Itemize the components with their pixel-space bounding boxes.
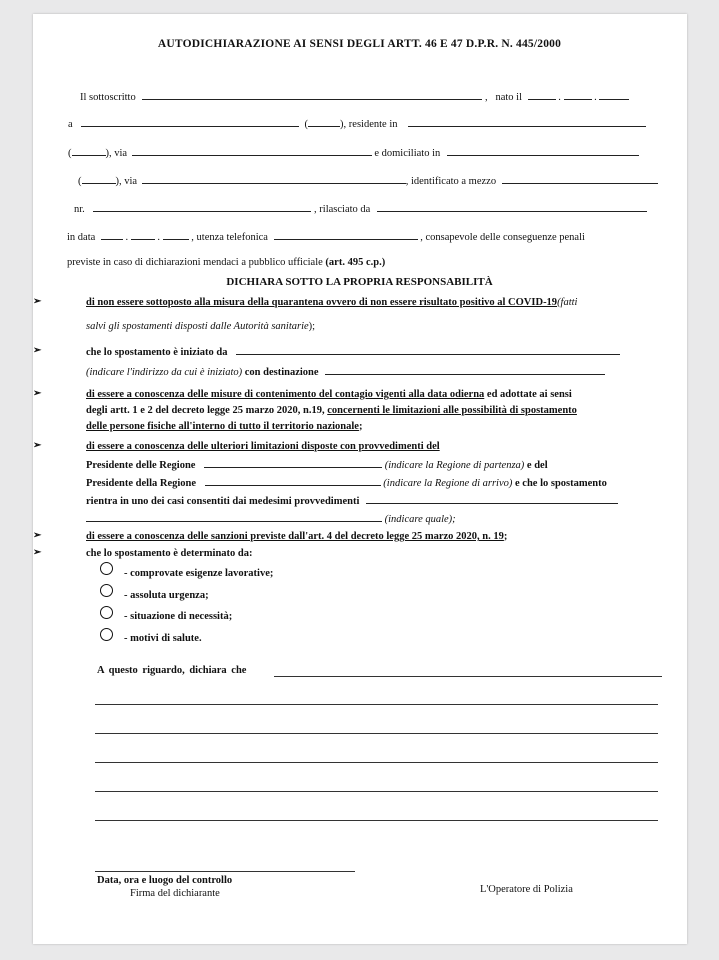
regional-text: di essere a conoscenza delle ulteriori limitazioni disposte con provvedimenti del	[86, 441, 440, 452]
issue-day-field[interactable]	[101, 230, 123, 240]
date-phone-row: in data . . , utenza telefonica , consapevole delle conseguenze penali	[67, 232, 585, 243]
name-field[interactable]	[142, 90, 482, 100]
e-del-text: e del	[526, 460, 548, 471]
residence-field[interactable]	[408, 117, 646, 127]
rientra-text: rientra in uno dei casi consentiti dai medesimi provvedimenti	[86, 496, 360, 507]
quale-note: (indicare quale);	[384, 514, 456, 525]
arrival-region-field[interactable]	[205, 476, 381, 486]
option-salute-label: - motivi di salute.	[124, 633, 202, 644]
birth-province-field[interactable]	[308, 117, 340, 127]
destination-field[interactable]	[325, 365, 605, 375]
data-luogo-label: Data, ora e luogo del controllo	[97, 875, 233, 886]
declaration-quarantine-cont	[86, 320, 315, 334]
measures-text-e: delle persone fisiche all'interno di tutto il territorio nazionale	[86, 421, 359, 432]
measures-text-d: concernenti le limitazioni alle possibilità di spostamento	[327, 405, 577, 416]
measures-text-b: ed adottate ai sensi	[486, 389, 572, 400]
domicile-street-row: ( ), via , identificato a mezzo	[78, 174, 658, 189]
birthplace-row: a ( ), residente in	[68, 117, 646, 132]
sanctions-text: di essere a conoscenza delle sanzioni previste dall'art. 4 del decreto legge 25 marzo 2020, n. 19	[86, 531, 504, 542]
nr-label: nr.	[74, 204, 85, 215]
bullet-arrow-icon: ➢	[33, 296, 42, 307]
statement-line[interactable]	[95, 791, 658, 792]
quarantine-cont-text: salvi gli spostamenti disposti dalle Autorità sanitarie	[86, 321, 309, 332]
consapevole-label: , consapevole delle conseguenze penali	[420, 232, 585, 243]
domicile-field[interactable]	[447, 146, 639, 156]
id-document-field[interactable]	[502, 174, 658, 184]
reason-text: che lo spostamento è determinato da:	[86, 548, 253, 559]
statement-line[interactable]	[95, 704, 658, 705]
identificato-label: identificato a mezzo	[410, 176, 497, 187]
option-necessita-radio[interactable]	[100, 606, 113, 619]
statement-line[interactable]	[274, 676, 662, 677]
birthplace-field[interactable]	[81, 117, 299, 127]
a-label: a	[68, 119, 73, 130]
article-ref: (art. 495 c.p.)	[325, 257, 386, 268]
residence-street-field[interactable]	[132, 146, 372, 156]
provvedimento-field[interactable]	[366, 494, 618, 504]
sottoscritto-label: Il sottoscritto	[80, 92, 136, 103]
declaration-measures-2	[86, 404, 577, 418]
sanctions-end: ;	[503, 531, 508, 542]
sottoscritto-row: Il sottoscritto , nato il . .	[80, 90, 629, 105]
departure-region-note: (indicare la Regione di partenza)	[384, 460, 525, 471]
quale-row	[86, 512, 456, 527]
departure-region-field[interactable]	[204, 458, 382, 468]
origin-field[interactable]	[236, 345, 620, 355]
bullet-arrow-icon: ➢	[33, 388, 42, 399]
destination-row	[86, 365, 605, 380]
residente-label: ), residente in	[340, 119, 398, 130]
quarantine-fatti: (fatti	[557, 297, 578, 308]
bullet-arrow-icon: ➢	[33, 440, 42, 451]
document-number-field[interactable]	[93, 202, 311, 212]
statement-line[interactable]	[95, 820, 658, 821]
domicile-street-field[interactable]	[142, 174, 406, 184]
destination-label: con destinazione	[244, 367, 319, 378]
issue-year-field[interactable]	[163, 230, 189, 240]
option-necessita-label: - situazione di necessità;	[124, 611, 233, 622]
rientra-row	[86, 494, 618, 509]
statement-line[interactable]	[95, 733, 658, 734]
residence-street-row: ( ), via e domiciliato in	[68, 146, 639, 161]
declaration-origin	[86, 345, 620, 360]
rilasciato-label: , rilasciato da	[314, 204, 371, 215]
declaration-measures	[86, 388, 572, 402]
bullet-arrow-icon: ➢	[33, 530, 42, 541]
arrival-region-label: Presidente della Regione	[86, 478, 197, 489]
measures-text-f: ;	[358, 421, 363, 432]
option-urgenza-radio[interactable]	[100, 584, 113, 597]
bullet-arrow-icon: ➢	[33, 345, 42, 356]
via1-label: ), via	[105, 148, 128, 159]
phone-field[interactable]	[274, 230, 418, 240]
nato-il-label: nato il	[495, 92, 523, 103]
departure-region-label: Presidente delle Regione	[86, 460, 196, 471]
residence-province-field[interactable]	[72, 146, 106, 156]
region-departure-row	[86, 458, 548, 473]
issue-month-field[interactable]	[131, 230, 155, 240]
via2-label: ), via	[115, 176, 138, 187]
operatore-label: L'Operatore di Polizia	[480, 884, 573, 895]
quarantine-end: );	[308, 321, 316, 332]
declaration-quarantine	[86, 296, 577, 310]
riguardo-label: A questo riguardo, dichiara che	[97, 665, 247, 676]
declaration-sanctions	[86, 530, 507, 544]
document-title: AUTODICHIARAZIONE AI SENSI DEGLI ARTT. 46 E 47 D.P.R. N. 445/2000	[157, 38, 562, 50]
utenza-label: , utenza telefonica	[191, 232, 268, 243]
statement-line[interactable]	[95, 762, 658, 763]
option-urgenza-label: - assoluta urgenza;	[124, 590, 209, 601]
birth-year-field[interactable]	[599, 90, 629, 100]
penalty-row	[67, 256, 385, 270]
signature-line[interactable]	[95, 871, 355, 872]
option-lavorative-radio[interactable]	[100, 562, 113, 575]
region-arrival-row	[86, 476, 607, 491]
declaration-measures-3	[86, 420, 362, 434]
document-number-row	[74, 202, 647, 217]
measures-text-a: di essere a conoscenza delle misure di contenimento del contagio vigenti alla data odierna	[86, 389, 485, 400]
arrival-region-note: (indicare la Regione di arrivo)	[383, 478, 513, 489]
quarantine-text: di non essere sottoposto alla misura della quarantena ovvero di non essere risultato positivo al COVID-19	[86, 297, 558, 308]
declaration-reason	[86, 547, 253, 561]
option-salute-radio[interactable]	[100, 628, 113, 641]
issued-by-field[interactable]	[377, 202, 647, 212]
declaration-regional	[86, 440, 440, 454]
firma-label: Firma del dichiarante	[130, 888, 220, 899]
origin-label: che lo spostamento è iniziato da	[86, 347, 228, 358]
in-data-label: in data	[67, 232, 96, 243]
domicile-province-field[interactable]	[82, 174, 116, 184]
origin-note: (indicare l'indirizzo da cui è iniziato)	[86, 367, 243, 378]
previste-text: previste in caso di dichiarazioni mendaci a pubblico ufficiale	[67, 257, 323, 268]
che-lo-spostamento-text: e che lo spostamento	[515, 478, 607, 489]
quale-field[interactable]	[86, 512, 382, 522]
option-lavorative-label: - comprovate esigenze lavorative;	[124, 568, 274, 579]
declaration-heading: DICHIARA SOTTO LA PROPRIA RESPONSABILITÀ	[226, 276, 493, 288]
domiciliato-label: e domiciliato in	[374, 148, 441, 159]
bullet-arrow-icon: ➢	[33, 547, 42, 558]
birth-month-field[interactable]	[564, 90, 592, 100]
measures-text-c: degli artt. 1 e 2 del decreto legge 25 marzo 2020, n.19,	[86, 405, 325, 416]
birth-day-field[interactable]	[528, 90, 556, 100]
